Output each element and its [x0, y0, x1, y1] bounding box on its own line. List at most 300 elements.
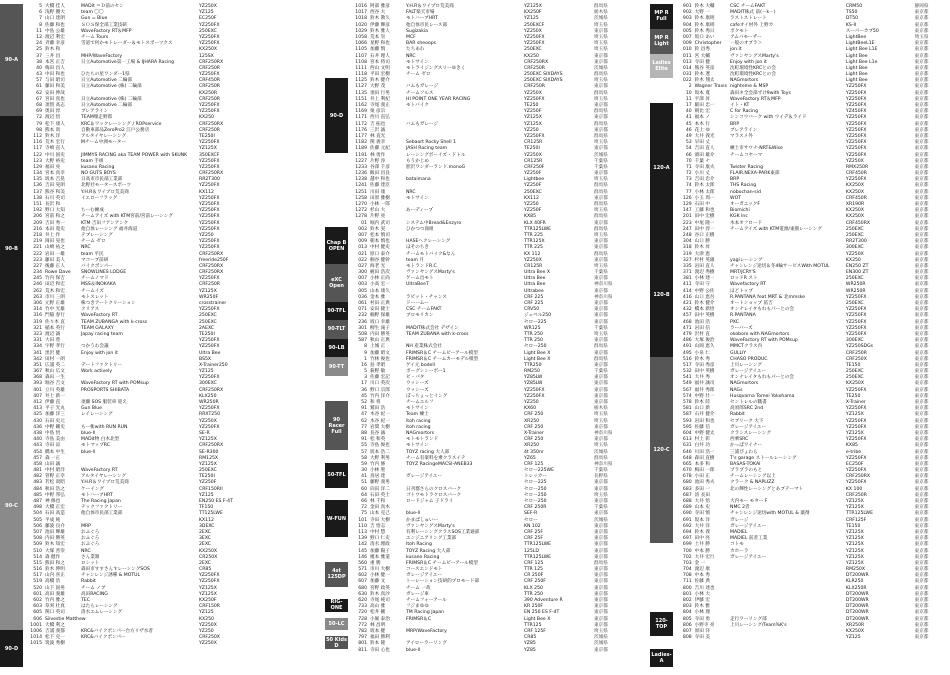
- entry-pref: 埼玉県: [594, 331, 608, 337]
- entry-bike: TTR 225: [524, 245, 543, 251]
- entry-team: 胆沢ワンダーランド.monoG: [406, 164, 466, 170]
- entry-bike: CRF250R: [199, 84, 221, 90]
- entry-bike: CR85: [199, 567, 212, 573]
- entry-name: 榎本 雅道: [370, 554, 390, 560]
- entry-team: itoh racing: [406, 424, 431, 430]
- entry-team: システム中Bread&Enzyro: [406, 220, 462, 226]
- entry-num: 457: [682, 313, 692, 319]
- entry-num: 581: [682, 406, 692, 412]
- entry-name: 菅野 正幸: [45, 474, 65, 480]
- entry-pref: 群馬県: [594, 109, 608, 115]
- entry-num: 1189: [355, 146, 367, 152]
- entry-num: 88: [361, 430, 367, 436]
- entry-bike: TTR 250: [524, 331, 543, 337]
- entry-team: 日立Automotive 二輪部: [81, 78, 133, 84]
- entry-pref: 東京都: [594, 28, 608, 34]
- entry-team: ラビット・チャンス: [406, 294, 447, 300]
- entry-num: 209: [33, 220, 42, 226]
- entry-name: 梅田 昌人: [45, 65, 65, 71]
- entry-num: 603: [33, 604, 42, 610]
- entry-num: 700: [682, 548, 692, 554]
- entry-pref: 東京都: [914, 152, 929, 158]
- entry-num: 38: [36, 59, 42, 65]
- entry-bike: XR190R: [845, 202, 865, 207]
- entry-team: bataimana: [406, 177, 431, 183]
- entry-pref: 東京都: [594, 523, 608, 529]
- entry-name: 加藤 昭文: [370, 350, 390, 356]
- entry-num: 401: [33, 387, 42, 393]
- entry-bike: XR250: [524, 418, 540, 424]
- entry-bike: YZ125: [199, 10, 214, 16]
- entry-bike: KX250R: [199, 90, 218, 96]
- entry-bike: DT200WR: [845, 610, 869, 616]
- entry-pref: 栃木県: [594, 406, 608, 412]
- entry-pref: [269, 641, 305, 647]
- entry-team: Mチーム中洲モーター: [81, 140, 127, 146]
- entry-team: バムもガレージ: [406, 84, 439, 90]
- entry-name: 寺田 勇: [694, 616, 710, 622]
- entry-num: 24: [36, 41, 42, 47]
- entry-pref: 東京都: [594, 350, 608, 356]
- entry-team: NRC: [81, 245, 91, 251]
- entry-name: 高橋 浩: [45, 579, 61, 585]
- class-band: 90-D: [325, 78, 348, 152]
- entry-num: 571: [358, 567, 367, 573]
- entry-pref: 東京都: [914, 270, 929, 276]
- entry-team: ケーイング: [81, 486, 104, 492]
- entry-name: 木谷 紀一: [370, 418, 390, 424]
- entry-name: 飯田 昌良: [370, 171, 390, 177]
- entry-bike: セロー: [524, 517, 538, 523]
- entry-num: 51: [361, 480, 367, 486]
- class-band: MP R Full: [650, 4, 673, 29]
- entry-pref: 東京都: [594, 195, 608, 201]
- entry-bike: YZ250F: [199, 480, 217, 486]
- entry-team: チーム Tours: [81, 34, 109, 40]
- class-band: 120-TOP: [650, 612, 673, 637]
- entry-name: 須賀 高志: [45, 103, 65, 108]
- entry-bike: CRF250RX: [845, 474, 871, 480]
- entry-name: 佐藤 信: [694, 424, 710, 430]
- entry-name: 若松 貴昭: [45, 480, 65, 486]
- entry-name: 竹内 洋介: [370, 393, 390, 399]
- entry-name: 白井 功: [694, 443, 710, 449]
- entry-num: 061: [358, 301, 367, 306]
- entry-name: 荒木 宏行: [45, 140, 65, 146]
- entry-bike: CRF 25F: [524, 529, 543, 535]
- entry-num: 17: [685, 103, 692, 108]
- entry-team: 清水エムレーシング: [81, 610, 123, 616]
- class-band: 120-B: [650, 233, 673, 357]
- entry-num: 733: [358, 604, 367, 610]
- entry-team: 有利レーシングクラスSOS工業通部: [406, 529, 480, 535]
- entry-name: 広浦 英二: [45, 362, 65, 368]
- entry-team: blue-ll: [406, 647, 421, 653]
- entry-num: 1272: [355, 208, 367, 214]
- entry-team: KTM 吉田フアンアンク: [81, 220, 129, 226]
- entry-num: 1172: [355, 121, 367, 127]
- entry-rows: [349, 4, 635, 654]
- entry-name: 竹内 修: [370, 461, 386, 467]
- entry-bike: 250EXC: [845, 276, 864, 282]
- entry-team: マラスメ外: [730, 133, 753, 139]
- entry-bike: YZ250FX: [845, 406, 867, 412]
- entry-pref: 東京都: [914, 344, 929, 350]
- entry-num: 1108: [355, 59, 367, 65]
- entry-num: 49: [685, 133, 692, 139]
- entry-num: 601: [33, 591, 42, 597]
- entry-bike: Light Bee: [845, 65, 868, 71]
- entry-num: 11: [36, 28, 42, 34]
- entry-pref: 東京都: [594, 375, 608, 381]
- entry-name: 中野 剛史: [45, 424, 65, 430]
- entry-rows: [674, 4, 950, 641]
- entry-name: 藤野 義男: [370, 480, 390, 486]
- entry-bike: CRF250R: [524, 84, 546, 90]
- entry-num: 1169: [355, 109, 367, 115]
- entry-team: FALT楽天市場: [406, 10, 435, 16]
- entry-name: 後藤 正人: [45, 263, 65, 269]
- entry-name: 鈴木 秀: [694, 356, 710, 362]
- entry-name: 寺田 守: [694, 282, 710, 288]
- entry-pref: 千葉県: [594, 270, 608, 276]
- entry-team: ゴトウモトラクロスバーク: [406, 492, 462, 498]
- entry-pref: 東京都: [914, 325, 929, 331]
- entry-team: 上川レーシング/Team%K's: [730, 622, 787, 628]
- entry-num: 70: [685, 158, 692, 164]
- entry-pref: 東京都: [914, 146, 929, 152]
- entry-bike: CRF250RX: [199, 270, 224, 276]
- entry-pref: 群馬県: [594, 214, 608, 220]
- entry-bike: TTR250: [524, 362, 542, 368]
- entry-num: 201: [682, 214, 692, 220]
- entry-num: 520: [33, 585, 42, 591]
- entry-bike: Ultra Bee: [524, 282, 546, 288]
- entry-team: オンナレイタもれもパーとの会: [730, 375, 795, 381]
- entry-name: 山口 新: [694, 406, 710, 412]
- entry-team: yagiレーシング: [730, 257, 763, 263]
- entry-bike: YZ250FX: [199, 220, 220, 226]
- entry-pref: 東京都: [914, 78, 929, 84]
- entry-name: 小野寺 亮: [694, 622, 715, 628]
- entry-name: 森 一正: [45, 455, 61, 461]
- entry-num: 803: [682, 604, 692, 610]
- entry-name: 渡辺 秀樹: [694, 270, 715, 276]
- entry-name: 大野 裕史: [45, 158, 65, 164]
- entry-bike: YZ250FX: [845, 84, 867, 90]
- entry-team: blue-ll: [81, 430, 96, 436]
- entry-name: 大塚 俊治: [694, 338, 715, 344]
- entry-num: 454: [33, 449, 42, 455]
- entry-team: team 〇〇: [81, 10, 104, 16]
- entry-name: 西山 文明: [370, 65, 390, 71]
- entry-bike: YZ250FX: [845, 418, 867, 424]
- entry-pref: 東京都: [914, 499, 929, 504]
- entry-name: 小林 太郎: [694, 189, 715, 195]
- entry-team: HASEへクレーシング: [406, 239, 451, 245]
- entry-team: team 月: [406, 257, 424, 263]
- entry-team: MRT/JCRY'S: [730, 270, 756, 276]
- entry-name: 福本 ノ: [694, 115, 710, 121]
- entry-name: 梶田 浩次: [370, 270, 390, 276]
- entry-team: UltraBeeT: [406, 282, 429, 288]
- entry-num: 335: [682, 263, 692, 269]
- entry-pref: 東京都: [594, 400, 608, 405]
- entry-num: 031: [682, 72, 692, 78]
- entry-team: レイレーシング: [81, 412, 113, 418]
- entry-name: 三沢 誠: [370, 127, 386, 133]
- entry-bike: YZ250F: [524, 171, 542, 177]
- entry-num: 801: [682, 591, 692, 597]
- entry-num: 110: [358, 523, 367, 529]
- entry-bike: YZ250FX: [845, 96, 867, 102]
- entry-team: nobochan-sid: [730, 189, 761, 195]
- entry-name: 寺島 美由: [45, 437, 65, 443]
- entry-bike: YZ125X: [845, 430, 864, 436]
- entry-name: 鈴木 和: [45, 47, 61, 53]
- entry-team: WaveFactory RT with POMsup: [730, 338, 798, 344]
- entry-team: 日立Automotive (株) 二輪部: [81, 96, 142, 102]
- entry-num: 134: [33, 171, 42, 177]
- entry-bike: Light Bee X: [524, 350, 551, 356]
- entry-num: 504: [33, 511, 42, 517]
- entry-team: 高田RACING: [81, 591, 108, 597]
- entry-name: 堀谷 吉文: [45, 381, 65, 387]
- class-band: 90-TLT: [325, 320, 348, 339]
- entry-name: 安田 隆士: [370, 307, 390, 313]
- entry-team: ガレージアイユー: [730, 523, 767, 529]
- entry-num: 116: [33, 140, 42, 146]
- entry-bike: YZ250FX: [199, 208, 220, 214]
- entry-name: 井上 新一: [45, 393, 65, 399]
- entry-name: 小田 正: [694, 474, 710, 480]
- entry-num: 036: [358, 294, 367, 300]
- entry-name: 鈴木 大輔: [694, 4, 715, 9]
- entry-bike: セロー225: [524, 480, 547, 486]
- entry-team: TEC: [81, 598, 90, 603]
- entry-name: 元野 正雄: [45, 301, 65, 306]
- entry-bike: CRF250RX: [199, 121, 224, 127]
- entry-name: 内田 勝英: [45, 536, 65, 542]
- entry-pref: 東京都: [594, 616, 608, 622]
- entry-team: チームアイズ with KTM電源/東園レーシング: [730, 226, 822, 232]
- entry-pref: 埼玉県: [594, 208, 608, 214]
- entry-bike: KX250: [199, 616, 214, 622]
- entry-pref: 埼玉県: [594, 412, 608, 418]
- entry-name: 坂口 あい: [694, 34, 715, 40]
- entry-team: クリアス: [81, 307, 100, 313]
- entry-bike: ジェベル250: [524, 313, 552, 319]
- entry-name: 上城 正: [370, 344, 386, 350]
- entry-num: 797: [358, 635, 367, 641]
- class-band: 90-B: [0, 116, 23, 383]
- entry-column-1: [0, 4, 310, 652]
- entry-bike: RM250: [524, 369, 540, 375]
- entry-num: 1241: [355, 183, 367, 189]
- entry-bike: TF150: [199, 505, 214, 511]
- entry-num: 678: [682, 474, 692, 480]
- entry-team: okoboro with NAGmortors: [730, 331, 790, 337]
- entry-num: 112: [33, 133, 42, 139]
- entry-bike: CRF 250F: [524, 579, 546, 585]
- entry-team: ぽっちょっとイング: [406, 393, 448, 399]
- entry-team: BRP: [730, 177, 740, 183]
- entry-bike: KX250: [524, 53, 539, 59]
- entry-pref: 東京都: [914, 16, 929, 22]
- entry-num: 505: [33, 517, 42, 523]
- entry-pref: 東京都: [594, 573, 608, 579]
- entry-num: 52: [361, 400, 367, 405]
- entry-name: 山崎 祐之: [45, 245, 65, 251]
- entry-num: 811: [358, 647, 367, 653]
- entry-bike: TE150: [845, 362, 861, 368]
- entry-bike: CRF 250R: [524, 505, 547, 511]
- entry-num: 491: [682, 344, 692, 350]
- entry-name: 中本 秀: [694, 573, 710, 579]
- entry-name: 鈴 昌秀: [694, 47, 710, 53]
- entry-pref: 東京都: [594, 610, 608, 616]
- entry-team: TOYZ RacingeMACSI-ANEB33: [406, 461, 473, 467]
- entry-num: 129: [682, 202, 692, 207]
- entry-bike: 250EXC: [845, 226, 864, 232]
- entry-num: 61: [36, 84, 42, 90]
- entry-bike: YZ250FX: [199, 276, 220, 282]
- entry-name: 吉田 忠介: [694, 177, 715, 183]
- entry-team: ガレージアイユー: [730, 369, 767, 375]
- entry-team: HI POINT ONE YEAR RACING: [406, 96, 471, 102]
- entry-team: チーム ゼロ: [406, 72, 431, 78]
- class-band: 50 Kids D: [326, 636, 347, 649]
- entry-name: 小林 理: [694, 610, 710, 616]
- entry-bike: 250EXC: [845, 301, 864, 306]
- entry-bike: TTR125LWE: [845, 511, 873, 517]
- entry-name: 原田 洋: [694, 628, 710, 634]
- entry-pref: 東京都: [594, 554, 608, 560]
- entry-team: R.PANTANA: [730, 313, 756, 319]
- entry-bike: CRF250X: [199, 635, 220, 641]
- entry-team: 日立Automotive 二輪部: [81, 103, 133, 108]
- entry-num: 772: [358, 622, 367, 628]
- entry-bike: YZ125X: [199, 461, 217, 467]
- entry-name: 内田 勝英: [370, 331, 390, 337]
- entry-num: 009: [358, 239, 367, 245]
- entry-num: 206: [33, 214, 42, 220]
- entry-team: ドーームー: [406, 301, 429, 306]
- entry-team: team 手組: [81, 158, 104, 164]
- entry-team: FRIMSR＆C チームビーアール模型: [406, 560, 478, 566]
- entry-pref: 東京都: [914, 430, 929, 436]
- entry-bike: YZ250FX: [199, 573, 220, 579]
- entry-name: 高山 雅: [370, 604, 386, 610]
- entry-pref: 東京都: [914, 486, 929, 492]
- class-band: 90-C: [0, 382, 23, 630]
- entry-num: 1233: [355, 164, 367, 170]
- entry-bike: CRF 125: [524, 461, 544, 467]
- entry-num: 690: [682, 511, 692, 517]
- class-band: 120-A: [650, 103, 673, 233]
- entry-name: 森田 一生: [45, 375, 65, 381]
- entry-name: 中野 邦弘: [45, 492, 65, 498]
- entry-name: Silvestie Matthew: [45, 616, 86, 622]
- entry-bike: YZ125X: [199, 146, 217, 152]
- entry-num: 341: [33, 350, 42, 356]
- entry-bike: 2EXC: [199, 529, 211, 535]
- entry-team: MHP/WaveFactory: [81, 53, 123, 59]
- entry-num: 1258: [355, 195, 367, 201]
- entry-num: 59: [361, 461, 367, 467]
- entry-team: チームノマド: [81, 276, 109, 282]
- entry-num: 665: [682, 461, 692, 467]
- entry-num: 902: [682, 10, 692, 16]
- entry-name: 花上 ゆ: [694, 127, 710, 133]
- entry-pref: 東京都: [914, 282, 929, 288]
- entry-bike: RR2T300: [199, 177, 220, 183]
- entry-pref: 神奈川県: [594, 294, 613, 300]
- entry-team: コースエンドモト: [406, 567, 443, 573]
- entry-num: 802: [682, 598, 692, 603]
- entry-name: 藤田 美人: [45, 257, 65, 263]
- entry-bike: 4t 350nr: [524, 449, 544, 455]
- entry-name: 朝本 慎也: [370, 239, 390, 245]
- entry-bike: CRF250F: [524, 164, 545, 170]
- entry-bike: CRF150RII: [199, 486, 223, 492]
- entry-name: 鈴木 知宏: [45, 542, 65, 548]
- entry-num: 227: [33, 263, 42, 269]
- entry-name: 荒本 崇: [370, 34, 386, 40]
- entry-bike: KX112: [199, 517, 214, 523]
- entry-team: ほどトップ: [730, 288, 753, 294]
- entry-bike: YZ250X: [845, 158, 864, 164]
- entry-num: 438: [33, 430, 42, 436]
- entry-num: 411: [682, 282, 692, 288]
- entry-bike: YZ85LW: [524, 381, 543, 387]
- entry-pref: 長野県: [594, 474, 608, 480]
- entry-team: The Racing Japan: [81, 499, 121, 504]
- entry-num: 483: [33, 480, 42, 486]
- entry-team: Biomichi: [730, 208, 750, 214]
- entry-name: 中村 昭洋: [45, 468, 65, 474]
- entry-bike: 250EXCF: [524, 22, 545, 28]
- entry-bike: WR250R: [845, 282, 866, 288]
- entry-pref: 東京都: [594, 499, 608, 504]
- entry-num: 16: [361, 362, 367, 368]
- entry-pref: 東京都: [594, 486, 608, 492]
- entry-team: NRC: [406, 189, 416, 195]
- entry-name: 平田 宏樹: [370, 72, 390, 78]
- entry-num: 407: [33, 393, 42, 399]
- entry-name: 多田 一: [694, 486, 710, 492]
- entry-team: KRC&バイクポンパー: [81, 635, 126, 641]
- entry-num: 479: [682, 331, 692, 337]
- class-band: Ladies-A: [650, 649, 673, 668]
- entry-name: 大井 秀: [694, 375, 710, 381]
- entry-team: TOYZ racing 大人部: [406, 449, 450, 455]
- entry-bike: EN300 ZT: [845, 270, 869, 276]
- entry-name: 早田 丈: [694, 140, 710, 146]
- entry-bike: 250EXC: [199, 313, 217, 319]
- entry-num: 613: [682, 437, 692, 443]
- entry-bike: KX250X: [845, 381, 864, 387]
- entry-pref: 埼玉県: [594, 492, 608, 498]
- entry-bike: KX112: [199, 189, 214, 195]
- entry-num: 593: [682, 418, 692, 424]
- entry-team: アルタイヤレーシング: [81, 133, 127, 139]
- entry-num: 98: [36, 127, 42, 133]
- entry-num: 022: [358, 257, 367, 263]
- entry-name: 渡辺 利宏: [45, 34, 65, 40]
- entry-team: チーム ゼロ: [81, 239, 106, 245]
- entry-name: 山本 克己: [370, 511, 390, 517]
